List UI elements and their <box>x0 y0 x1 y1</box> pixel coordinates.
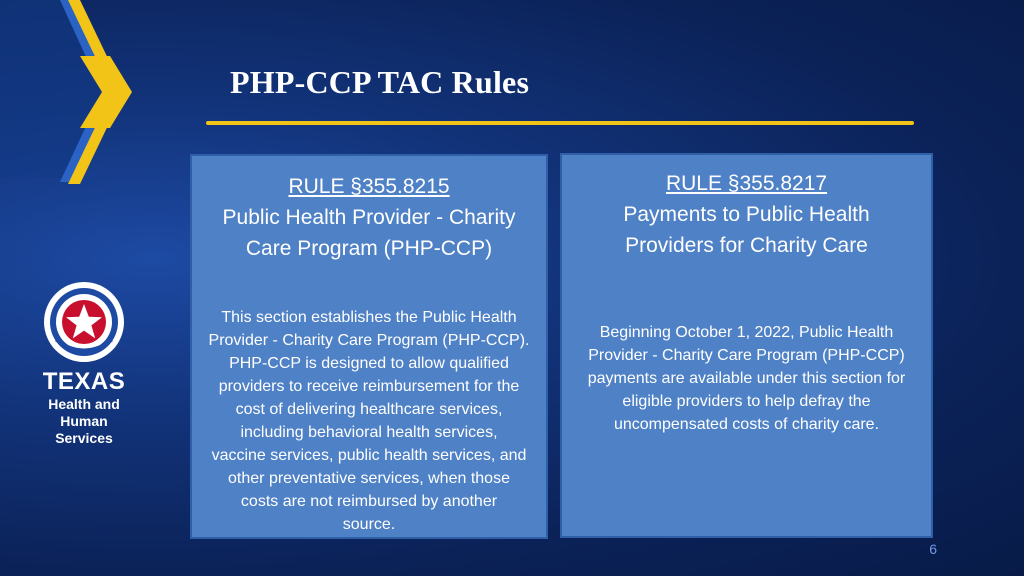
card-body <box>194 306 544 536</box>
body-line: including behavioral health services, <box>240 424 498 441</box>
card-heading-line: Public Health Provider - Charity <box>222 206 516 229</box>
body-line: providers to receive reimbursement for the <box>218 378 520 395</box>
card-body <box>566 321 927 436</box>
slide-title: PHP-CCP TAC Rules <box>230 64 530 100</box>
logo-line2: Health and Human <box>48 396 120 429</box>
texas-hhs-logo <box>26 280 142 447</box>
body-line: Beginning October 1, 2022, Public Health <box>599 324 894 341</box>
logo-line3: Services <box>55 430 113 446</box>
card-heading-line: Care Program (PHP-CCP) <box>245 237 493 260</box>
card-heading <box>562 168 931 261</box>
body-line: cost of delivering healthcare services, <box>235 401 503 418</box>
rule-code: RULE §355.8215 <box>288 175 450 198</box>
body-line: payments are available under this section for <box>587 370 906 387</box>
body-line: other preventative services, when those <box>228 470 510 487</box>
title-underline <box>206 121 914 125</box>
body-line: This section establishes the Public Health <box>221 309 517 326</box>
card-heading-line: Providers for Charity Care <box>625 234 868 257</box>
page-number: 6 <box>929 541 937 557</box>
body-line: costs are not reimbursed by another <box>240 493 498 510</box>
rule-code: RULE §355.8217 <box>665 172 828 195</box>
body-line: PHP-CCP is designed to allow qualified <box>229 355 509 372</box>
rule-card-8217 <box>560 153 933 538</box>
body-line: eligible providers to help defray the <box>622 393 871 410</box>
rule-card-8215 <box>190 154 548 539</box>
texas-star-seal-icon <box>42 280 126 364</box>
body-line: Provider - Charity Care Program (PHP-CCP). <box>208 332 530 349</box>
card-heading-line: Payments to Public Health <box>623 203 870 226</box>
body-line: source. <box>342 516 396 533</box>
logo-texas: TEXAS <box>42 368 126 395</box>
body-line: uncompensated costs of charity care. <box>613 416 880 433</box>
body-line: Provider - Charity Care Program (PHP-CCP) <box>588 347 905 364</box>
card-heading <box>192 171 546 264</box>
body-line: vaccine services, public health services, and <box>211 447 527 464</box>
